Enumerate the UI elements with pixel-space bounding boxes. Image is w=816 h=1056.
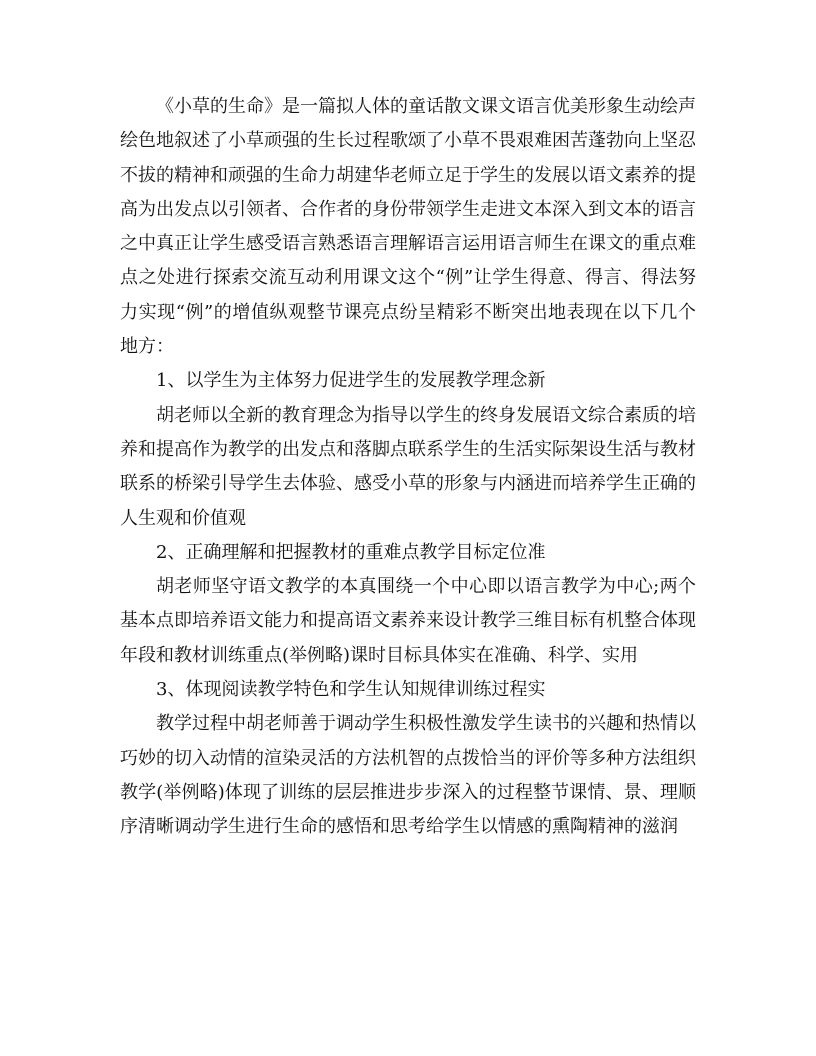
paragraph-section-3: 教学过程中胡老师善于调动学生积极性激发学生读书的兴趣和热情以巧妙的切入动情的渲染灵活的方法机智的点拨恰当的评价等多种方法组织教学(举例略)体现了训练的层层推进步步深入的过程整节课情、景、理顺序清晰调动学生进行生命的感悟和思考给学生以情感的熏陶精神的滋润	[120, 713, 696, 838]
section-heading-1: 1、以学生为主体努力促进学生的发展教学理念新	[156, 370, 546, 392]
paragraph-section-1: 胡老师以全新的教育理念为指导以学生的终身发展语文综合素质的培养和提高作为教学的出发点和落脚点联系学生的生活实际架设生活与教材联系的桥梁引导学生去体验、感受小草的形象与内涵进而培养学生正确的人生观和价值观	[120, 404, 696, 529]
paragraph-section-2: 胡老师坚守语文教学的本真围绕一个中心即以语言教学为中心;两个基本点即培养语文能力和提高语文素养来设计教学三维目标有机整合体现年段和教材训练重点(举例略)课时目标具体实在准确、科学、实用	[120, 576, 696, 666]
section-heading-3: 3、体现阅读教学特色和学生认知规律训练过程实	[156, 679, 546, 701]
paragraph-intro: 《小草的生命》是一篇拟人体的童话散文课文语言优美形象生动绘声绘色地叙述了小草顽强的生长过程歌颂了小草不畏艰难困苦蓬勃向上坚忍不拔的精神和顽强的生命力胡建华老师立足于学生的发展以语文素养的提高为出发点以引领者、合作者的身份带领学生走进文本深入到文本的语言之中真正让学生感受语言熟悉语言理解语言运用语言师生在课文的重点难点之处进行探索交流互动利用课文这个“例”让学生得意、得言、得法努力实现“例”的增值纵观整节课亮点纷呈精彩不断突出地表现在以下几个地方：	[120, 96, 696, 358]
section-heading-2: 2、正确理解和把握教材的重难点教学目标定位准	[156, 541, 546, 563]
document-page	[120, 90, 696, 845]
